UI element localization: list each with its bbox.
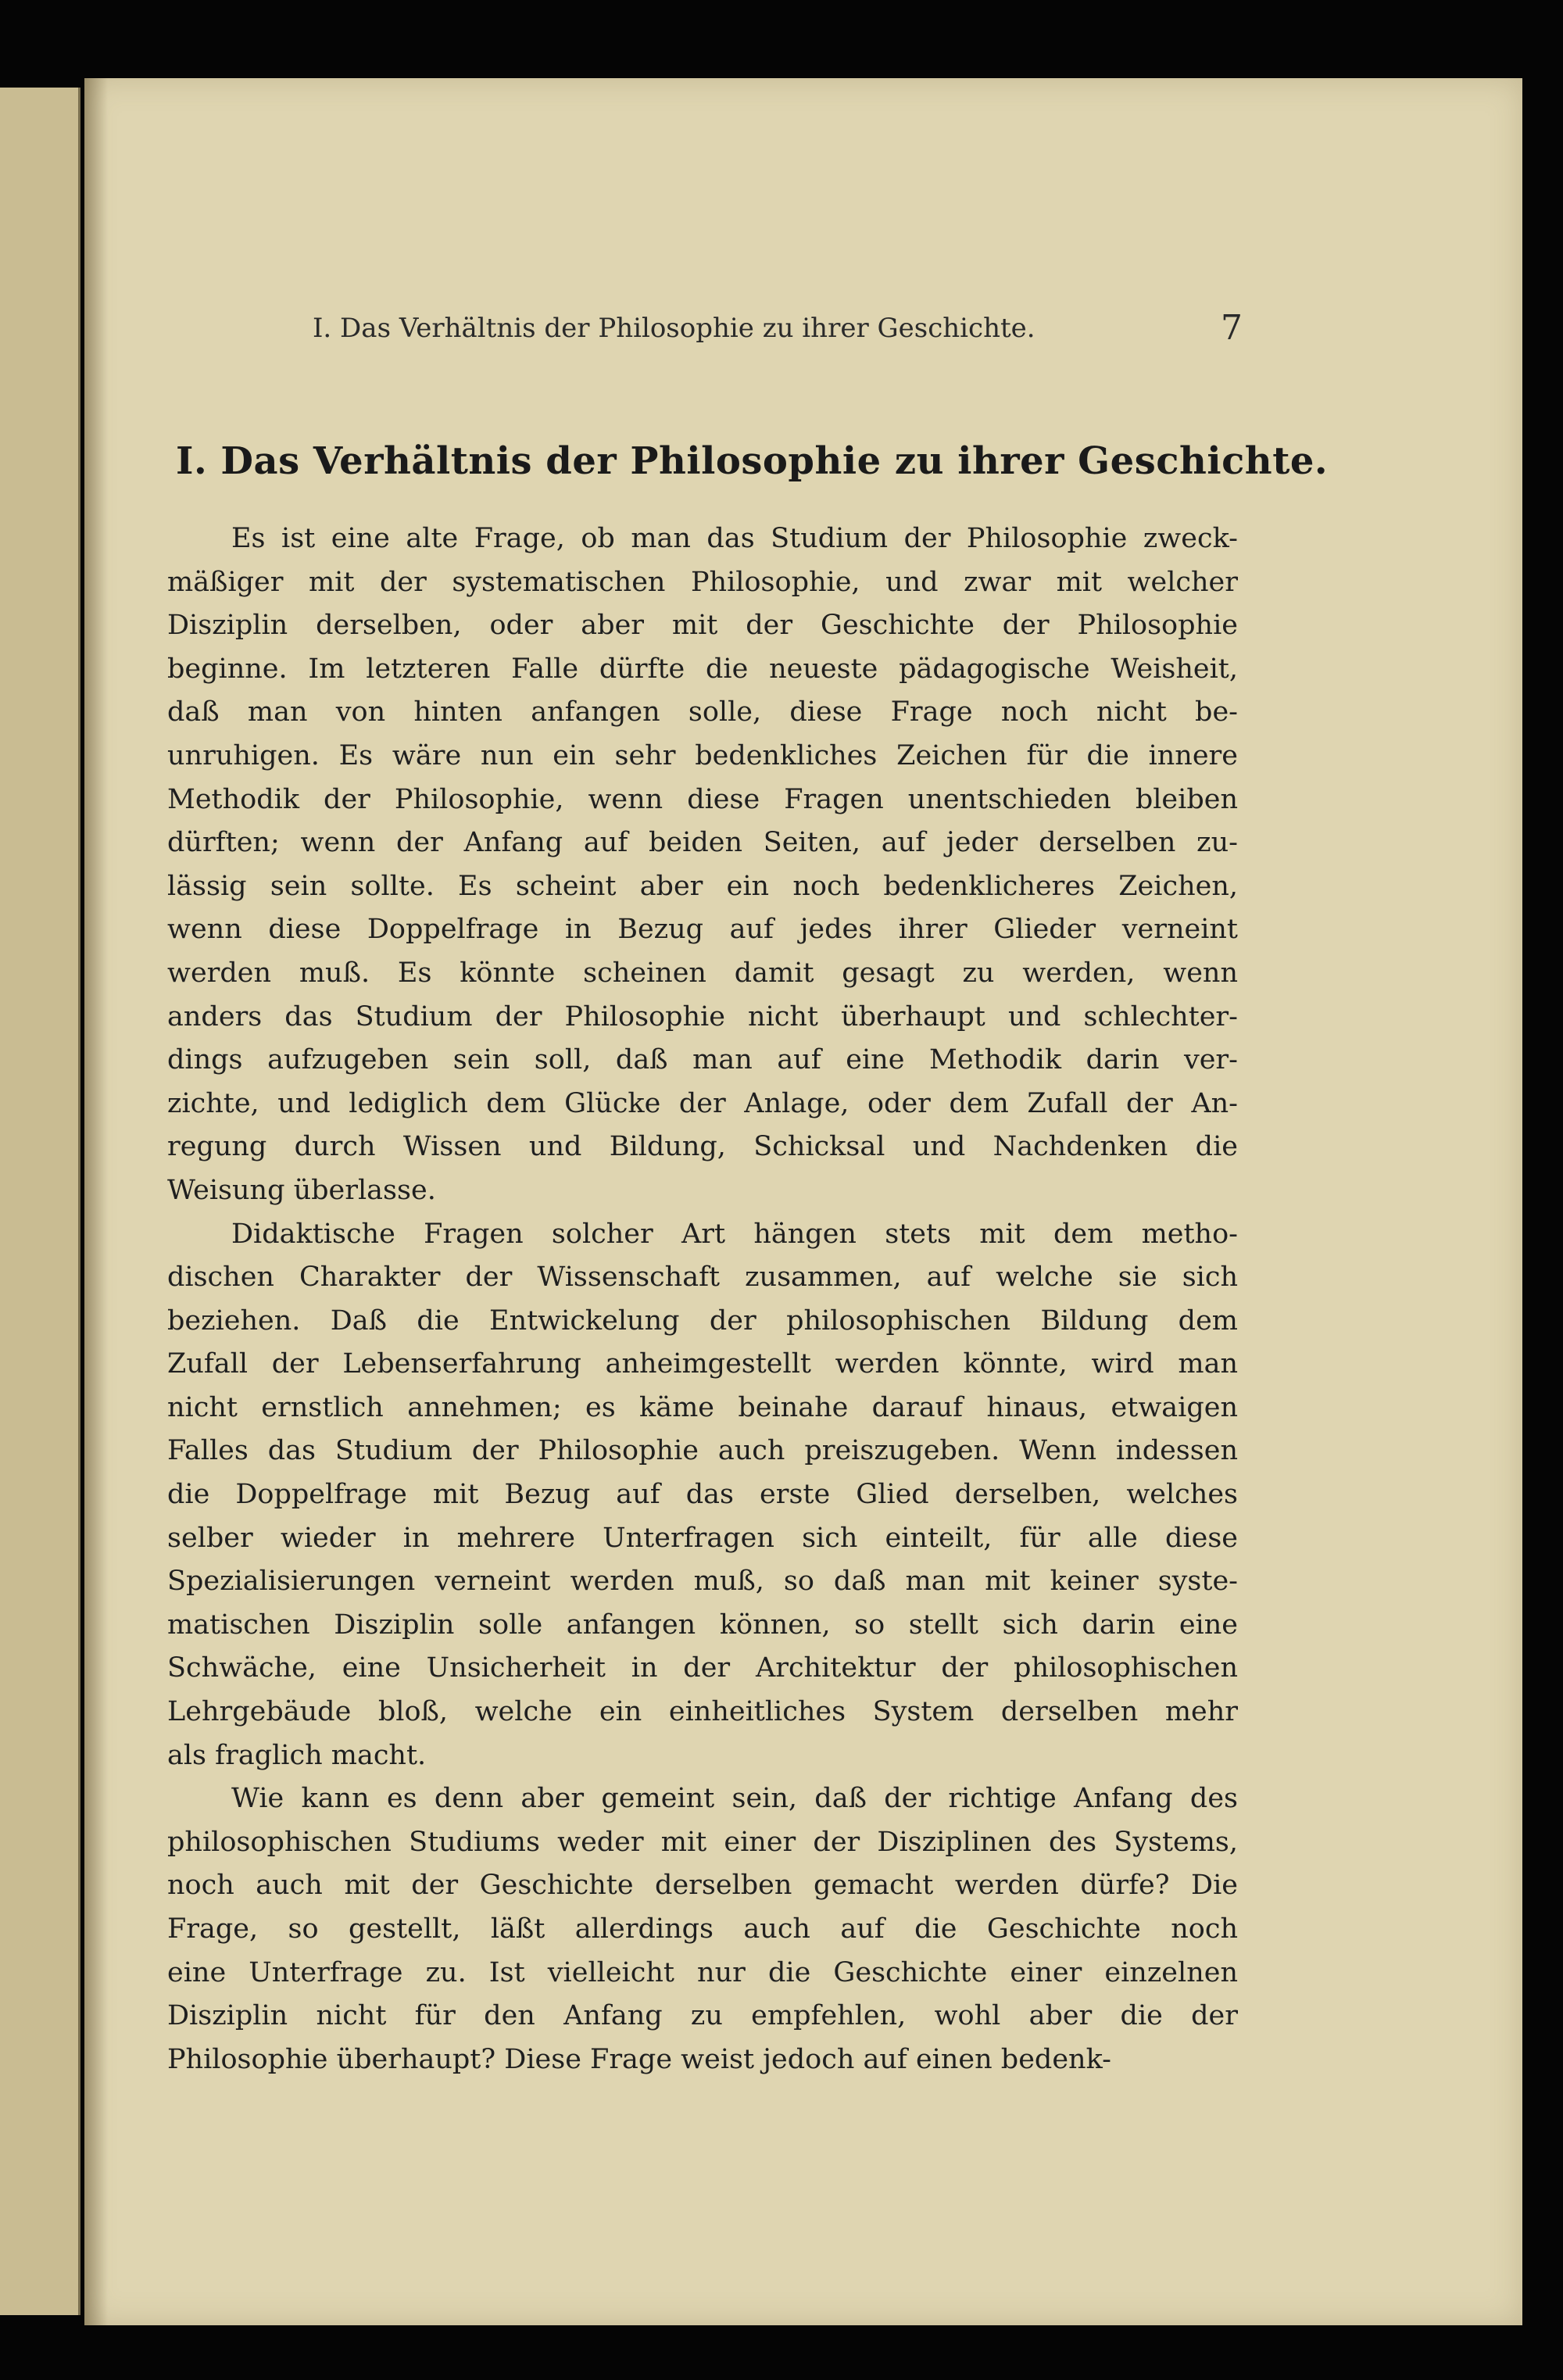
text-line: beginne. Im letzteren Falle dürfte die neueste pädagogische Weisheit, [167, 653, 1238, 685]
text-line: nicht ernstlich annehmen; es käme beinahe darauf hinaus, etwaigen [167, 1391, 1238, 1423]
text-line: Methodik der Philosophie, wenn diese Fragen unentschieden bleiben [167, 783, 1238, 815]
paragraph [167, 1777, 1238, 2081]
text-line: zichte, und lediglich dem Glücke der Anlage, oder dem Zufall der An- [167, 1087, 1238, 1119]
text-line: Zufall der Lebenserfahrung anheimgestellt werden könnte, wird man [167, 1348, 1238, 1380]
text-line: dischen Charakter der Wissenschaft zusammen, auf welche sie sich [167, 1262, 1238, 1294]
text-line: matischen Disziplin solle anfangen können, so stellt sich darin eine [167, 1609, 1238, 1641]
text-line: Disziplin nicht für den Anfang zu empfehlen, wohl aber die der [167, 2000, 1238, 2032]
page-number: 7 [1221, 308, 1243, 348]
text-line: dürften; wenn der Anfang auf beiden Seiten, auf jeder derselben zu- [167, 827, 1238, 859]
text-line: philosophischen Studiums weder mit einer der Disziplinen des Systems, [167, 1826, 1238, 1858]
spine-shadow [84, 78, 108, 2325]
text-line: Schwäche, eine Unsicherheit in der Architektur der philosophischen [167, 1652, 1238, 1684]
text-line: die Doppelfrage mit Bezug auf das erste Glied derselben, welches [167, 1479, 1238, 1511]
paragraph [167, 517, 1238, 1213]
text-line: Wie kann es denn aber gemeint sein, daß der richtige Anfang des [231, 1783, 1238, 1815]
text-line: Spezialisierungen verneint werden muß, so daß man mit keiner syste- [167, 1566, 1238, 1598]
text-line: als fraglich macht. [167, 1739, 427, 1771]
running-head [313, 308, 1243, 360]
text-line: Philosophie überhaupt? Diese Frage weist jedoch auf einen bedenk- [167, 2043, 1111, 2075]
text-line: Lehrgebäude bloß, welche ein einheitliches System derselben mehr [167, 1696, 1238, 1728]
text-line: mäßiger mit der systematischen Philosophie, und zwar mit welcher [167, 566, 1238, 598]
text-line: werden muß. Es könnte scheinen damit gesagt zu werden, wenn [167, 957, 1238, 989]
text-line: regung durch Wissen und Bildung, Schicksal und Nachdenken die [167, 1131, 1238, 1163]
text-line: Disziplin derselben, oder aber mit der Geschichte der Philosophie [167, 610, 1238, 642]
text-line: Frage, so gestellt, läßt allerdings auch auf die Geschichte noch [167, 1913, 1238, 1945]
text-line: eine Unterfrage zu. Ist vielleicht nur die Geschichte einer einzelnen [167, 1956, 1238, 1988]
running-head-title: I. Das Verhältnis der Philosophie zu ihrer Geschichte. [313, 313, 1035, 344]
text-line: dings aufzugeben sein soll, daß man auf eine Methodik darin ver- [167, 1044, 1238, 1076]
section-heading: I. Das Verhältnis der Philosophie zu ihrer Geschichte. [176, 439, 1329, 483]
text-line: Es ist eine alte Frage, ob man das Studium der Philosophie zweck- [231, 523, 1238, 554]
text-line: daß man von hinten anfangen solle, diese Frage noch nicht be- [167, 696, 1238, 728]
text-line: selber wieder in mehrere Unterfragen sich einteilt, für alle diese [167, 1522, 1238, 1554]
body-text [167, 517, 1238, 2081]
text-line: Falles das Studium der Philosophie auch preiszugeben. Wenn indessen [167, 1435, 1238, 1467]
text-line: unruhigen. Es wäre nun ein sehr bedenkliches Zeichen für die innere [167, 739, 1238, 771]
paragraph [167, 1213, 1238, 1778]
text-line: Weisung überlasse. [167, 1174, 436, 1206]
text-line: beziehen. Daß die Entwickelung der philosophischen Bildung dem [167, 1305, 1238, 1337]
previous-page-edge [0, 88, 80, 2315]
text-line: wenn diese Doppelfrage in Bezug auf jedes ihrer Glieder verneint [167, 914, 1238, 946]
text-line: noch auch mit der Geschichte derselben gemacht werden dürfe? Die [167, 1870, 1238, 1902]
text-line: lässig sein sollte. Es scheint aber ein noch bedenklicheres Zeichen, [167, 870, 1238, 902]
text-line: Didaktische Fragen solcher Art hängen stets mit dem metho- [231, 1218, 1238, 1250]
text-line: anders das Studium der Philosophie nicht überhaupt und schlechter- [167, 1000, 1238, 1033]
